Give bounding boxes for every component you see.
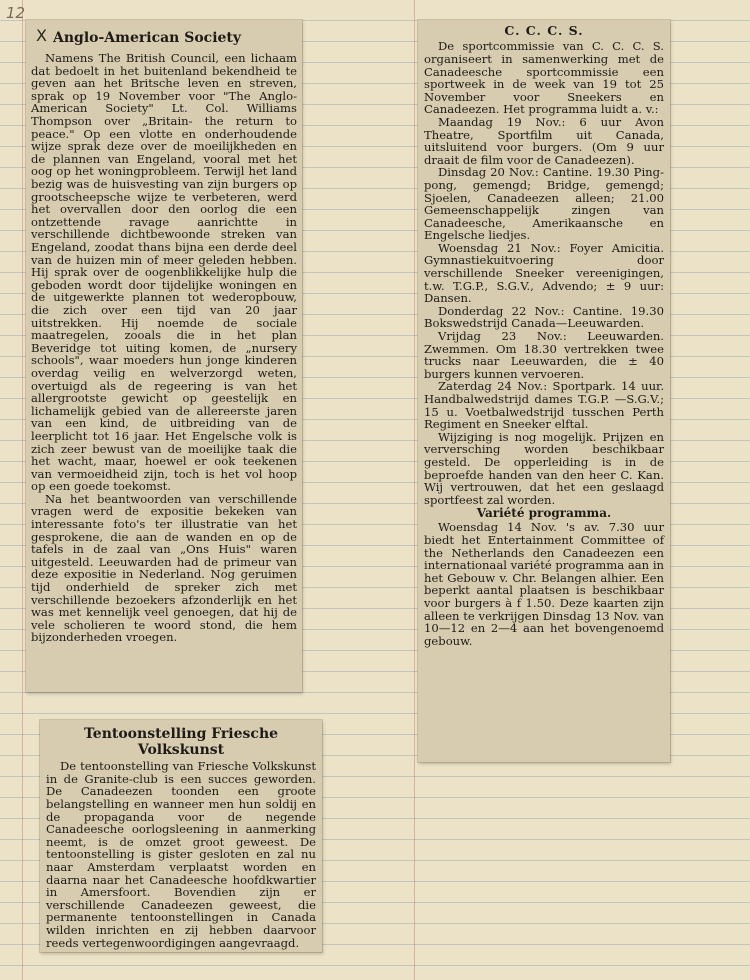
- article-title: Anglo-American Society: [53, 30, 242, 46]
- clipping-cccs: [418, 20, 670, 762]
- article-paragraph: Dinsdag 20 Nov.: Cantine. 19.30 Ping-pong, gemengd; Bridge, gemengd; Sjoelen, Canadeezen alleen; 21.00 Gemeenschappelijk zingen van Canadeesche, Amerikaansche en Engelsche liedjes.: [424, 165, 664, 243]
- margin-line: [22, 0, 23, 980]
- article-paragraph: Donderdag 22 Nov.: Cantine. 19.30 Bokswedstrijd Canada—Leeuwarden.: [424, 303, 664, 331]
- clipping-anglo-american-society: [26, 20, 302, 692]
- margin-line: [414, 0, 415, 980]
- article-paragraph: Woensdag 14 Nov. 's av. 7.30 uur biedt het Entertainment Committee of the Netherlands den Canadeezen een internationaal variété programma aan in het Gebouw v. Chr. Belangen alhier. Een beperkt aantal plaatsen is beschikbaar voor burgers à f 1.50. Deze kaarten zijn alleen te verkrijgen Dinsdag 13 Nov. van 10—12 en 2—4 aan het bovengenoemd gebouw.: [424, 520, 664, 648]
- article-paragraph: Woensdag 21 Nov.: Foyer Amicitia. Gymnastiekuitvoering door verschillende Sneeker vereenigingen, t.w. T.G.P., S.G.V., Advendo; ± 9 uur: Dansen.: [424, 240, 664, 306]
- article-paragraph: Na het beantwoorden van verschillende vragen werd de expositie bekeken van interessante foto's ter illustratie van het gesprokene, die aan de wanden en op de tafels in de zaal van „Ons Huis" waren uitgesteld. Leeuwarden had de primeur van deze expositie in Nederland. Nog geruimen tijd onderhield de spreker zich met verschillende bezoekers afzonderlijk en het was met kennelijk veel genoegen, dat hij de vele scholieren te woord stond, die hem bijzonderheden vroegen.: [31, 491, 297, 645]
- article-paragraph: Zaterdag 24 Nov.: Sportpark. 14 uur. Handbalwedstrijd dames T.G.P. —S.G.V.; 15 u. Voetbalwedstrijd tusschen Perth Regiment en Sneeker elftal.: [424, 379, 664, 432]
- clipping-tentoonstelling: [40, 720, 322, 952]
- article-title: Tentoonstelling Friesche Volkskunst: [83, 726, 279, 759]
- article-body: [424, 40, 664, 647]
- article-paragraph: De sportcommissie van C. C. C. S. organiseert in samenwerking met de Canadeesche sportcommissie een sportweek in de week van 19 tot 25 November voor Sneekers en Canadeezen. Het programma luidt a. v.:: [424, 39, 664, 117]
- section-subheading: Variété programma.: [476, 506, 612, 521]
- page-number: 12: [6, 4, 26, 22]
- article-paragraph: Vrijdag 23 Nov.: Leeuwarden. Zwemmen. Om 18.30 vertrekken twee trucks naar Leeuwarden, die ± 40 burgers kunnen vervoeren.: [424, 329, 664, 381]
- handwritten-x-mark: X: [36, 26, 47, 45]
- article-paragraph: Maandag 19 Nov.: 6 uur Avon Theatre, Sportfilm uit Canada, uitsluitend voor burgers. (Om 9 uur draait de film voor de Canadeezen).: [424, 114, 664, 167]
- article-paragraph: Wijziging is nog mogelijk. Prijzen en verversching worden beschikbaar gesteld. De opperleiding is in de beproefde handen van den heer C. Kan. Wij vertrouwen, dat het een geslaagd sportfeest zal worden.: [424, 429, 664, 507]
- article-body: [31, 52, 297, 644]
- article-body: [46, 760, 316, 949]
- article-title: C. C. C. S.: [504, 23, 584, 38]
- article-paragraph: De tentoonstelling van Friesche Volkskunst in de Granite-club is een succes geworden. De Canadeezen toonden een groote belangstelling en wanneer men hun soldij en de propaganda voor de negende Canadeesche oorlogsleening in aanmerking neemt, is de omzet groot geweest. De tentoonstelling is gister gesloten en zal nu naar Amsterdam verplaatst worden en daarna naar het Canadeesche hoofdkwartier in Amersfoort. Bovendien zijn er verschillende Canadeezen geweest, die permanente tentoonstellingen in Canada wilden inrichten en zij hebben daarvoor reeds vertegenwoordigingen aangevraagd.: [46, 759, 316, 950]
- article-paragraph: Namens The British Council, een lichaam dat bedoelt in het buitenland bekendheid te geven aan het Britsche leven en streven, sprak op 19 November voor "The Anglo-American Society" Lt. Col. Williams Thompson over „Britain- the return to peace." Op een vlotte en onderhoudende wijze sprak deze over de moeilijkheden en de plannen van Engeland, vooral met het oog op het woningprobleem. Terwijl het land bezig was de huisvesting van zijn burgers op grootscheepsche wijze te verbeteren, werd het overvallen door den oorlog die een ontzettende ravage aanrichtte in verschillende dichtbewoonde streken van Engeland, zoodat thans bijna een derde deel van de huizen min of meer geleden hebben. Hij sprak over de oogenblikkelijke hulp die geboden wordt door tijdelijke woningen en de uitgewerkte plannen tot wederopbouw, die zich over een tijd van 20 jaar uitstrekken. Hij noemde de sociale maatregelen, zooals die in het plan Beveridge tot uiting komen, de „nursery schools", waar moeders hun jonge kinderen overdag veilig en welverzorgd weten, overtuigd als de regeering is van het allergrootste gewicht op geestelijk en lichamelijk gebied van de allereerste jaren van een kind, de uitbreiding van de leerplicht tot 16 jaar. Het Engelsche volk is zich zeer bewust van de moeilijke taak die het wacht, maar, hoewel er ook teekenen van vermoeidheid zijn, toch is het vol hoop op een goede toekomst.: [31, 51, 297, 494]
